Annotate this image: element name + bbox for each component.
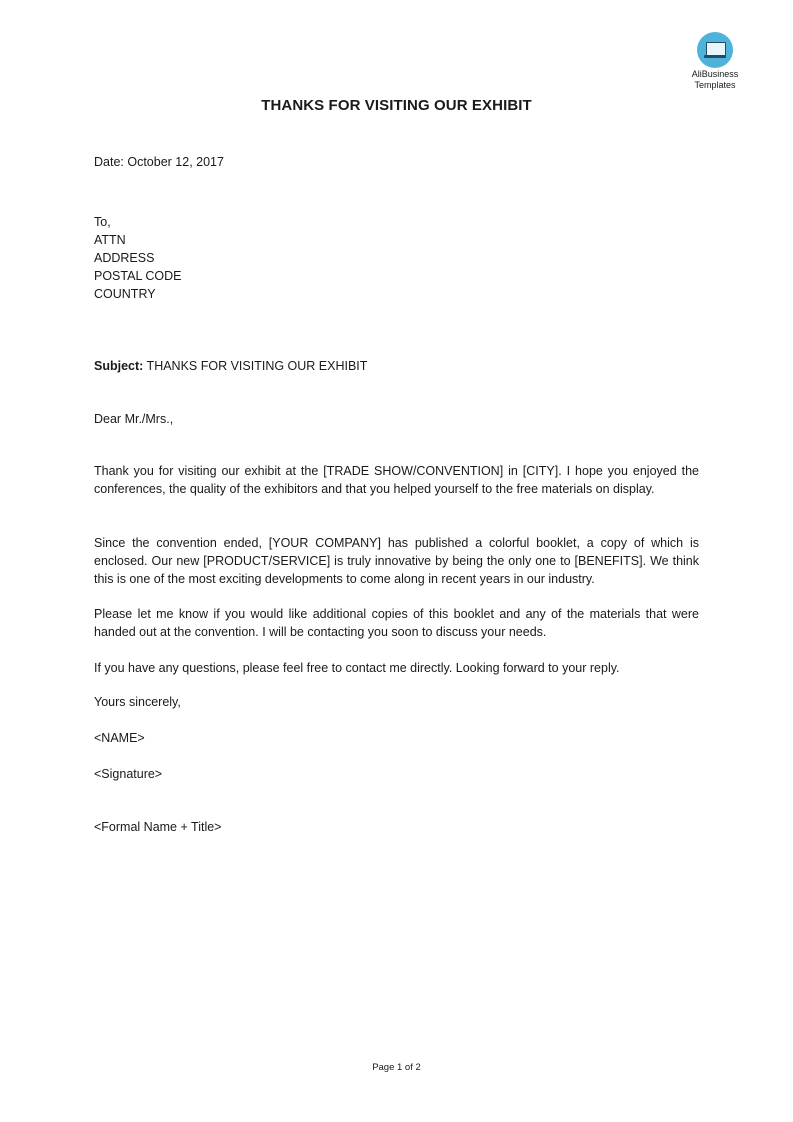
logo-text-line1: AliBusiness [691,69,739,79]
company-logo [684,32,746,90]
laptop-icon [697,32,733,68]
name-placeholder: <NAME> [94,731,145,745]
recipient-country: COUNTRY [94,287,156,301]
body-paragraph-2: Since the convention ended, [YOUR COMPANY] has published a colorful booklet, a copy of which is enclosed. Our new [PRODUCT/SERVICE] is truly innovative by being the only one to [BENEFITS]. We think this is one of the most exciting developments to come along in recent years in our industry. [94,536,699,586]
subject-text: THANKS FOR VISITING OUR EXHIBIT [143,359,368,373]
recipient-postal-code: POSTAL CODE [94,269,182,283]
body-paragraph-3: Please let me know if you would like additional copies of this booklet and any of the materials that were handed out at the convention. I will be contacting you soon to discuss your needs. [94,607,699,639]
body-paragraph-1: Thank you for visiting our exhibit at the [TRADE SHOW/CONVENTION] in [CITY]. I hope you enjoyed the conferences, the quality of the exhibitors and that you helped yourself to the free materials on display. [94,464,699,496]
document-title: THANKS FOR VISITING OUR EXHIBIT [261,97,532,114]
closing: Yours sincerely, [94,695,181,709]
formal-name-placeholder: <Formal Name + Title> [94,820,222,834]
subject-line [94,357,367,375]
body-paragraph-4: If you have any questions, please feel free to contact me directly. Looking forward to your reply. [94,661,620,675]
recipient-attn: ATTN [94,233,126,247]
page-number: Page 1 of 2 [372,1062,421,1073]
letter-date: Date: October 12, 2017 [94,155,224,169]
salutation: Dear Mr./Mrs., [94,412,174,426]
signature-placeholder: <Signature> [94,767,163,781]
recipient-address-line: ADDRESS [94,251,155,265]
subject-label: Subject: [94,359,144,373]
logo-text-line2: Templates [694,80,736,90]
recipient-address [94,213,182,303]
recipient-to: To, [94,215,111,229]
